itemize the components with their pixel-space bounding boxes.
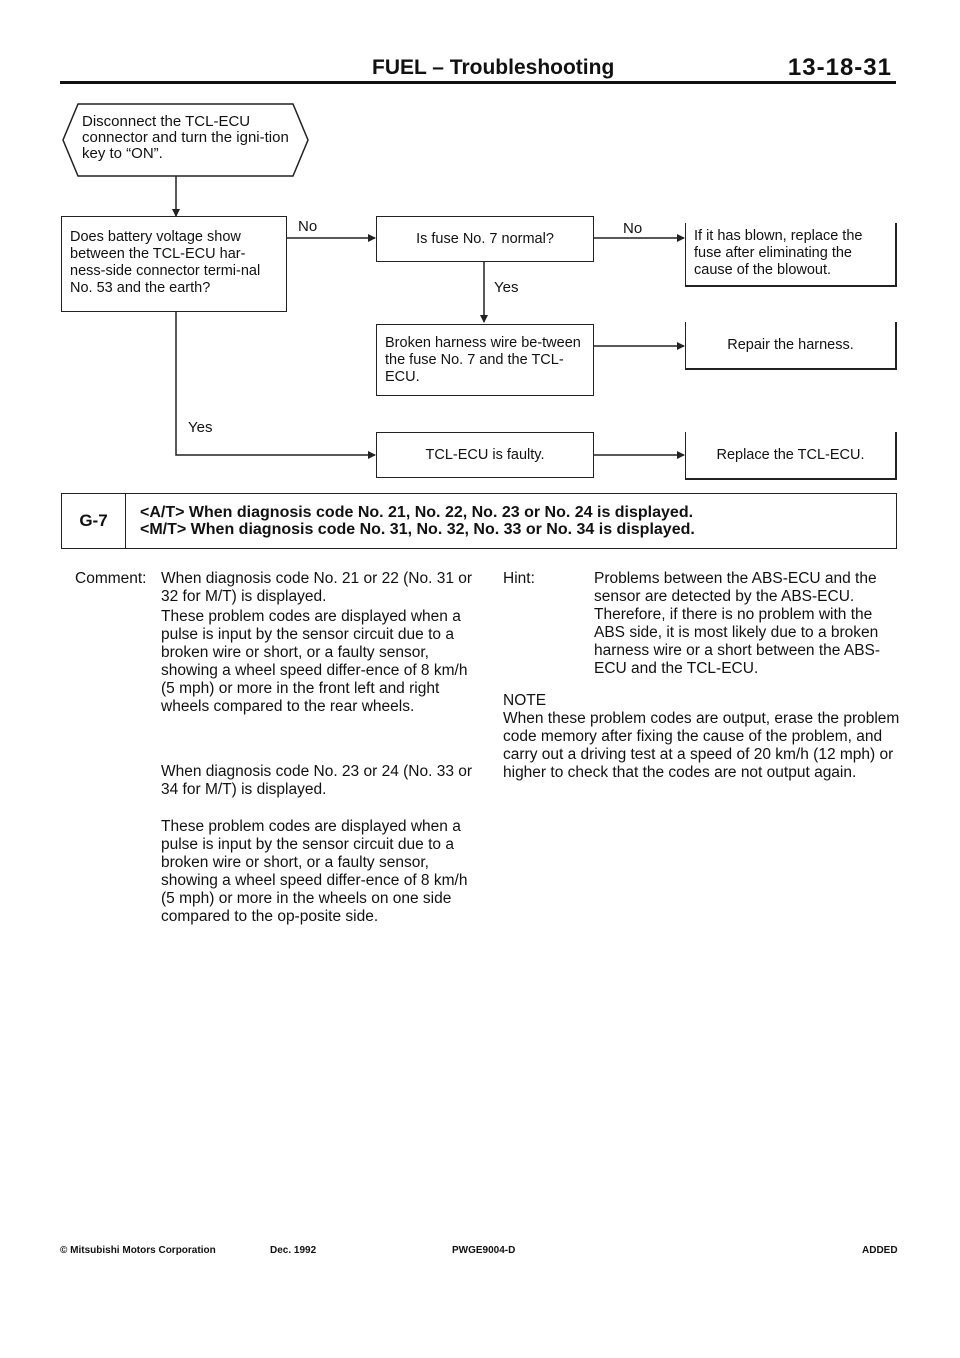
broken-wire-cause: Broken harness wire be-tween the fuse No. 7 and the TCL-ECU. [376, 324, 594, 396]
note-text: When these problem codes are output, erase the problem code memory after fixing the cause of the problem, and carry out a driving test at a speed of 20 km/h (12 mph) or higher to check that the codes are not output again. [503, 710, 900, 781]
replace-ecu-action: Replace the TCL-ECU. [685, 432, 897, 480]
start-step: Disconnect the TCL-ECU connector and turn the igni-tion key to “ON”. [82, 113, 289, 162]
page-title: FUEL – Troubleshooting [372, 56, 615, 79]
hint-label: Hint: [503, 570, 535, 587]
section-code: G-7 [62, 494, 126, 548]
comment-p1-body: These problem codes are displayed when a pulse is input by the sensor circuit due to a broken wire or short, or a faulty sensor, showing a wheel speed differ-ence of 8 km/h (5 mph) or more in the front left and right wheels compared to the rear wheels. [161, 608, 468, 715]
comment-label: Comment: [75, 570, 147, 587]
q2-fuse-check: Is fuse No. 7 normal? [376, 216, 594, 262]
page-number: 13-18-31 [787, 54, 892, 81]
diagnosis-section-header [61, 493, 897, 549]
q1-yes-label: Yes [188, 419, 213, 436]
note-label: NOTE [503, 692, 547, 709]
q2-no-label: No [623, 220, 643, 237]
repair-harness-action: Repair the harness. [685, 322, 897, 370]
footer-doc-code: PWGE9004-D [452, 1245, 516, 1256]
ecu-faulty-cause: TCL-ECU is faulty. [376, 432, 594, 478]
fuse-blown-action: If it has blown, replace the fuse after eliminating the cause of the blowout. [685, 223, 897, 287]
q1-battery-voltage: Does battery voltage show between the TCL-ECU har-ness-side connector termi-nal No. 53 and the earth? [61, 216, 287, 312]
section-line-at: <A/T> When diagnosis code No. 21, No. 22, No. 23 or No. 24 is displayed. [140, 504, 694, 521]
footer-copyright: © Mitsubishi Motors Corporation [60, 1245, 216, 1256]
comment-p2-body: These problem codes are displayed when a pulse is input by the sensor circuit due to a broken wire or short, or a faulty sensor, showing a wheel speed differ-ence of 8 km/h (5 mph) or more in the wheels on one side compared to the op-posite side. [161, 818, 468, 925]
section-line-mt: <M/T> When diagnosis code No. 31, No. 32, No. 33 or No. 34 is displayed. [140, 521, 695, 538]
comment-p1-head: When diagnosis code No. 21 or 22 (No. 31 or 32 for M/T) is displayed. [161, 570, 473, 605]
footer-status: ADDED [862, 1245, 898, 1256]
footer-date: Dec. 1992 [270, 1245, 317, 1256]
q2-yes-label: Yes [494, 279, 519, 296]
q1-no-label: No [298, 218, 318, 235]
hint-text: Problems between the ABS-ECU and the sensor are detected by the ABS-ECU. Therefore, if there is no problem with the ABS side, it is most likely due to a broken harness wire or a short between the ABS-ECU and the TCL-ECU. [594, 570, 881, 677]
comment-p2-head: When diagnosis code No. 23 or 24 (No. 33 or 34 for M/T) is displayed. [161, 763, 473, 798]
